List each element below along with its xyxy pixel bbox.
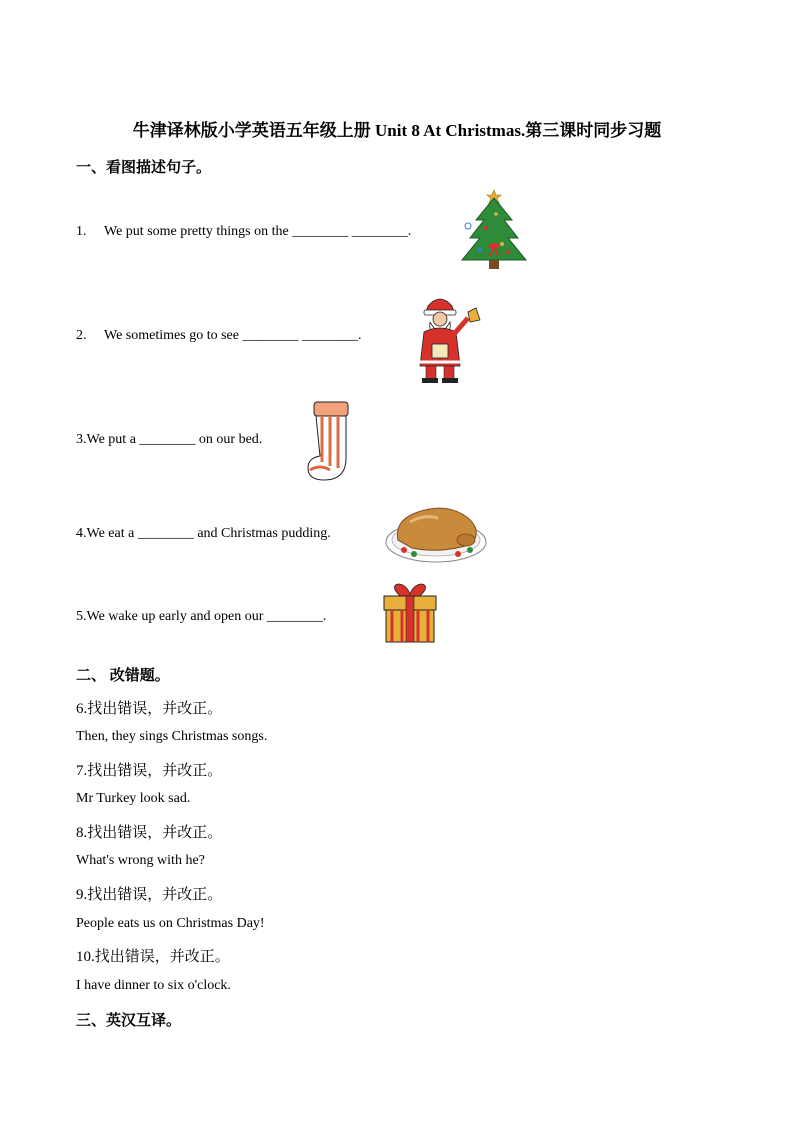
correction-sentence: People eats us on Christmas Day! xyxy=(76,916,265,931)
christmas-tree-image xyxy=(458,186,530,272)
correction-instruction: 9.找出错误，并改正。 xyxy=(76,887,223,903)
question-text: We sometimes go to see ________ ________. xyxy=(104,328,362,343)
correction-sentence: I have dinner to six o'clock. xyxy=(76,978,231,993)
question-number: 2. xyxy=(76,328,87,343)
correction-instruction: 8.找出错误，并改正。 xyxy=(76,825,223,841)
correction-sentence: Then, they sings Christmas songs. xyxy=(76,729,268,744)
question-3 xyxy=(76,432,262,448)
question-text: We put some pretty things on the ________ ________. xyxy=(104,224,412,239)
correction-instruction: 6.找出错误，并改正。 xyxy=(76,701,223,717)
page-title: 牛津译林版小学英语五年级上册 Unit 8 At Christmas.第三课时同步习题 xyxy=(132,121,662,140)
question-4 xyxy=(76,526,331,542)
correction-instruction: 10.找出错误，并改正。 xyxy=(76,949,230,965)
turkey-image xyxy=(384,496,488,568)
father-christmas-image xyxy=(410,290,490,386)
present-image xyxy=(378,582,442,646)
correction-instruction: 7.找出错误，并改正。 xyxy=(76,763,223,779)
question-1 xyxy=(76,224,411,240)
correction-sentence: What's wrong with he? xyxy=(76,853,205,868)
stocking-image xyxy=(302,398,354,484)
section-heading-correction: 二、 改错题。 xyxy=(76,668,170,684)
question-text: 3.We put a ________ on our bed. xyxy=(76,432,263,447)
question-text: 5.We wake up early and open our ________. xyxy=(76,609,327,624)
question-text: 4.We eat a ________ and Christmas pudding. xyxy=(76,526,331,541)
section-heading-translation: 三、英汉互译。 xyxy=(76,1013,182,1029)
question-number: 1. xyxy=(76,224,87,239)
section-heading-picture-description: 一、看图描述句子。 xyxy=(76,160,212,176)
question-2 xyxy=(76,328,361,344)
correction-sentence: Mr Turkey look sad. xyxy=(76,791,191,806)
question-5 xyxy=(76,609,326,625)
